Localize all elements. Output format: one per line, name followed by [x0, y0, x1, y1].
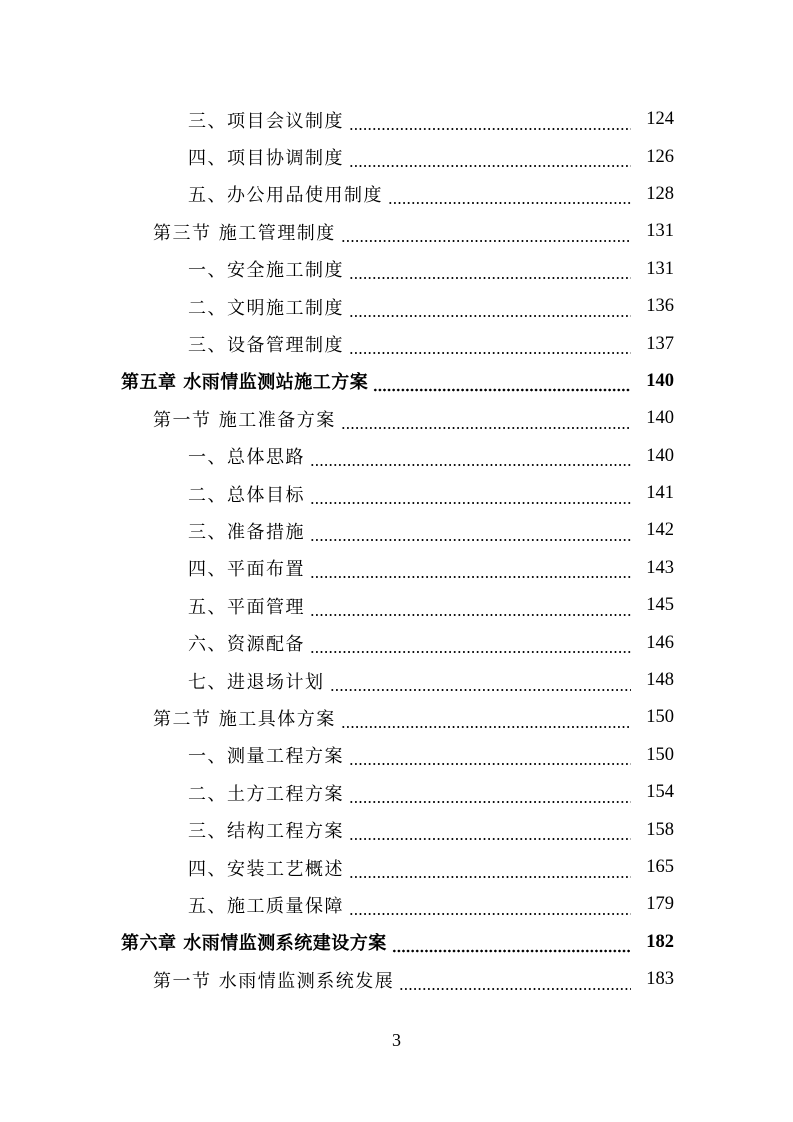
- toc-entry-page: 140: [646, 445, 674, 466]
- toc-leader-dots: [373, 374, 631, 392]
- toc-leader-dots: [388, 187, 631, 205]
- toc-entry-title: 二、土方工程方案: [188, 783, 344, 805]
- toc-entry-title: 第三节 施工管理制度: [153, 222, 336, 244]
- toc-entry[interactable]: [0, 737, 793, 774]
- toc-entry-title: 五、施工质量保障: [188, 895, 344, 917]
- toc-entry[interactable]: [0, 961, 793, 998]
- toc-entry-page: 150: [646, 744, 674, 765]
- toc-entry-title: 三、项目会议制度: [188, 110, 344, 132]
- toc-entry-title: 二、文明施工制度: [188, 297, 344, 319]
- toc-entry-title: 四、安装工艺概述: [188, 858, 344, 880]
- toc-entry[interactable]: [0, 288, 793, 325]
- toc-entry-page: 142: [646, 520, 674, 541]
- toc-entry-title: 二、总体目标: [188, 484, 305, 506]
- toc-entry[interactable]: [0, 886, 793, 923]
- toc-entry-title: 三、结构工程方案: [188, 821, 344, 843]
- toc-entry-page: 179: [646, 894, 674, 915]
- toc-entry-title: 六、资源配备: [188, 634, 305, 656]
- toc-entry[interactable]: [0, 811, 793, 848]
- toc-leader-dots: [392, 935, 631, 953]
- toc-entry-page: 126: [646, 146, 674, 167]
- toc-entry-page: 140: [646, 370, 674, 391]
- toc-entry[interactable]: [0, 550, 793, 587]
- toc-entry-title: 第六章 水雨情监测系统建设方案: [121, 933, 387, 955]
- toc-entry-title: 七、进退场计划: [188, 671, 325, 693]
- toc-entry-page: 182: [646, 931, 674, 952]
- toc-entry[interactable]: [0, 924, 793, 961]
- toc-leader-dots: [310, 524, 631, 542]
- toc-entry-title: 第五章 水雨情监测站施工方案: [121, 372, 369, 394]
- toc-entry[interactable]: [0, 251, 793, 288]
- toc-entry[interactable]: [0, 101, 793, 138]
- toc-entry[interactable]: [0, 176, 793, 213]
- toc-entry[interactable]: [0, 587, 793, 624]
- toc-leader-dots: [399, 973, 631, 991]
- toc-entry-page: 124: [646, 109, 674, 130]
- toc-entry[interactable]: [0, 138, 793, 175]
- toc-entry[interactable]: [0, 624, 793, 661]
- toc-entry-page: 131: [646, 221, 674, 242]
- toc-entry-title: 四、平面布置: [188, 559, 305, 581]
- toc-entry-title: 一、总体思路: [188, 447, 305, 469]
- toc-entry-title: 第一节 施工准备方案: [153, 409, 336, 431]
- toc-entry-page: 137: [646, 333, 674, 354]
- toc-entry-title: 一、安全施工制度: [188, 260, 344, 282]
- toc-entry-title: 四、项目协调制度: [188, 148, 344, 170]
- toc-entry-page: 165: [646, 857, 674, 877]
- toc-entry-page: 140: [646, 408, 674, 429]
- toc-entry-page: 154: [646, 782, 674, 803]
- toc-entry-title: 第二节 施工具体方案: [153, 708, 336, 730]
- toc-leader-dots: [310, 449, 631, 467]
- toc-leader-dots: [349, 150, 631, 168]
- toc-entry[interactable]: [0, 475, 793, 512]
- toc-leader-dots: [341, 412, 631, 430]
- toc-entry-page: 146: [646, 632, 674, 653]
- toc-leader-dots: [310, 599, 631, 617]
- toc-entry-page: 141: [646, 483, 674, 504]
- toc-entry-title: 五、办公用品使用制度: [188, 185, 383, 207]
- toc-entry-page: 143: [646, 557, 674, 578]
- toc-leader-dots: [310, 487, 631, 505]
- toc-leader-dots: [310, 561, 631, 579]
- table-of-contents: [0, 101, 793, 998]
- toc-leader-dots: [341, 225, 631, 243]
- toc-entry-title: 三、设备管理制度: [188, 335, 344, 357]
- toc-leader-dots: [349, 748, 631, 766]
- toc-leader-dots: [349, 823, 631, 841]
- toc-entry[interactable]: [0, 512, 793, 549]
- toc-entry-page: 183: [646, 969, 674, 990]
- toc-entry[interactable]: [0, 325, 793, 362]
- toc-entry-title: 三、准备措施: [188, 521, 305, 543]
- toc-entry[interactable]: [0, 699, 793, 736]
- toc-entry-page: 158: [646, 819, 674, 840]
- toc-entry[interactable]: [0, 213, 793, 250]
- toc-leader-dots: [349, 898, 631, 916]
- toc-entry-page: 150: [646, 707, 674, 728]
- toc-entry-page: 131: [646, 258, 674, 279]
- toc-entry-title: 一、测量工程方案: [188, 746, 344, 768]
- toc-leader-dots: [349, 337, 631, 355]
- toc-entry-page: 145: [646, 595, 674, 616]
- toc-entry[interactable]: [0, 849, 793, 886]
- toc-entry-page: 148: [646, 670, 674, 691]
- toc-entry-title: 五、平面管理: [188, 596, 305, 618]
- toc-entry[interactable]: [0, 363, 793, 400]
- toc-entry[interactable]: [0, 774, 793, 811]
- toc-leader-dots: [310, 636, 631, 654]
- toc-leader-dots: [341, 711, 631, 729]
- toc-entry-page: 136: [646, 296, 674, 317]
- toc-entry[interactable]: [0, 662, 793, 699]
- toc-leader-dots: [330, 674, 632, 692]
- toc-entry[interactable]: [0, 400, 793, 437]
- toc-leader-dots: [349, 861, 631, 879]
- toc-leader-dots: [349, 113, 631, 131]
- toc-leader-dots: [349, 262, 631, 280]
- toc-leader-dots: [349, 786, 631, 804]
- toc-entry-title: 第一节 水雨情监测系统发展: [153, 970, 395, 992]
- toc-entry-page: 128: [646, 183, 674, 204]
- toc-entry[interactable]: [0, 438, 793, 475]
- toc-leader-dots: [349, 300, 631, 318]
- page-number: 3: [392, 1030, 401, 1050]
